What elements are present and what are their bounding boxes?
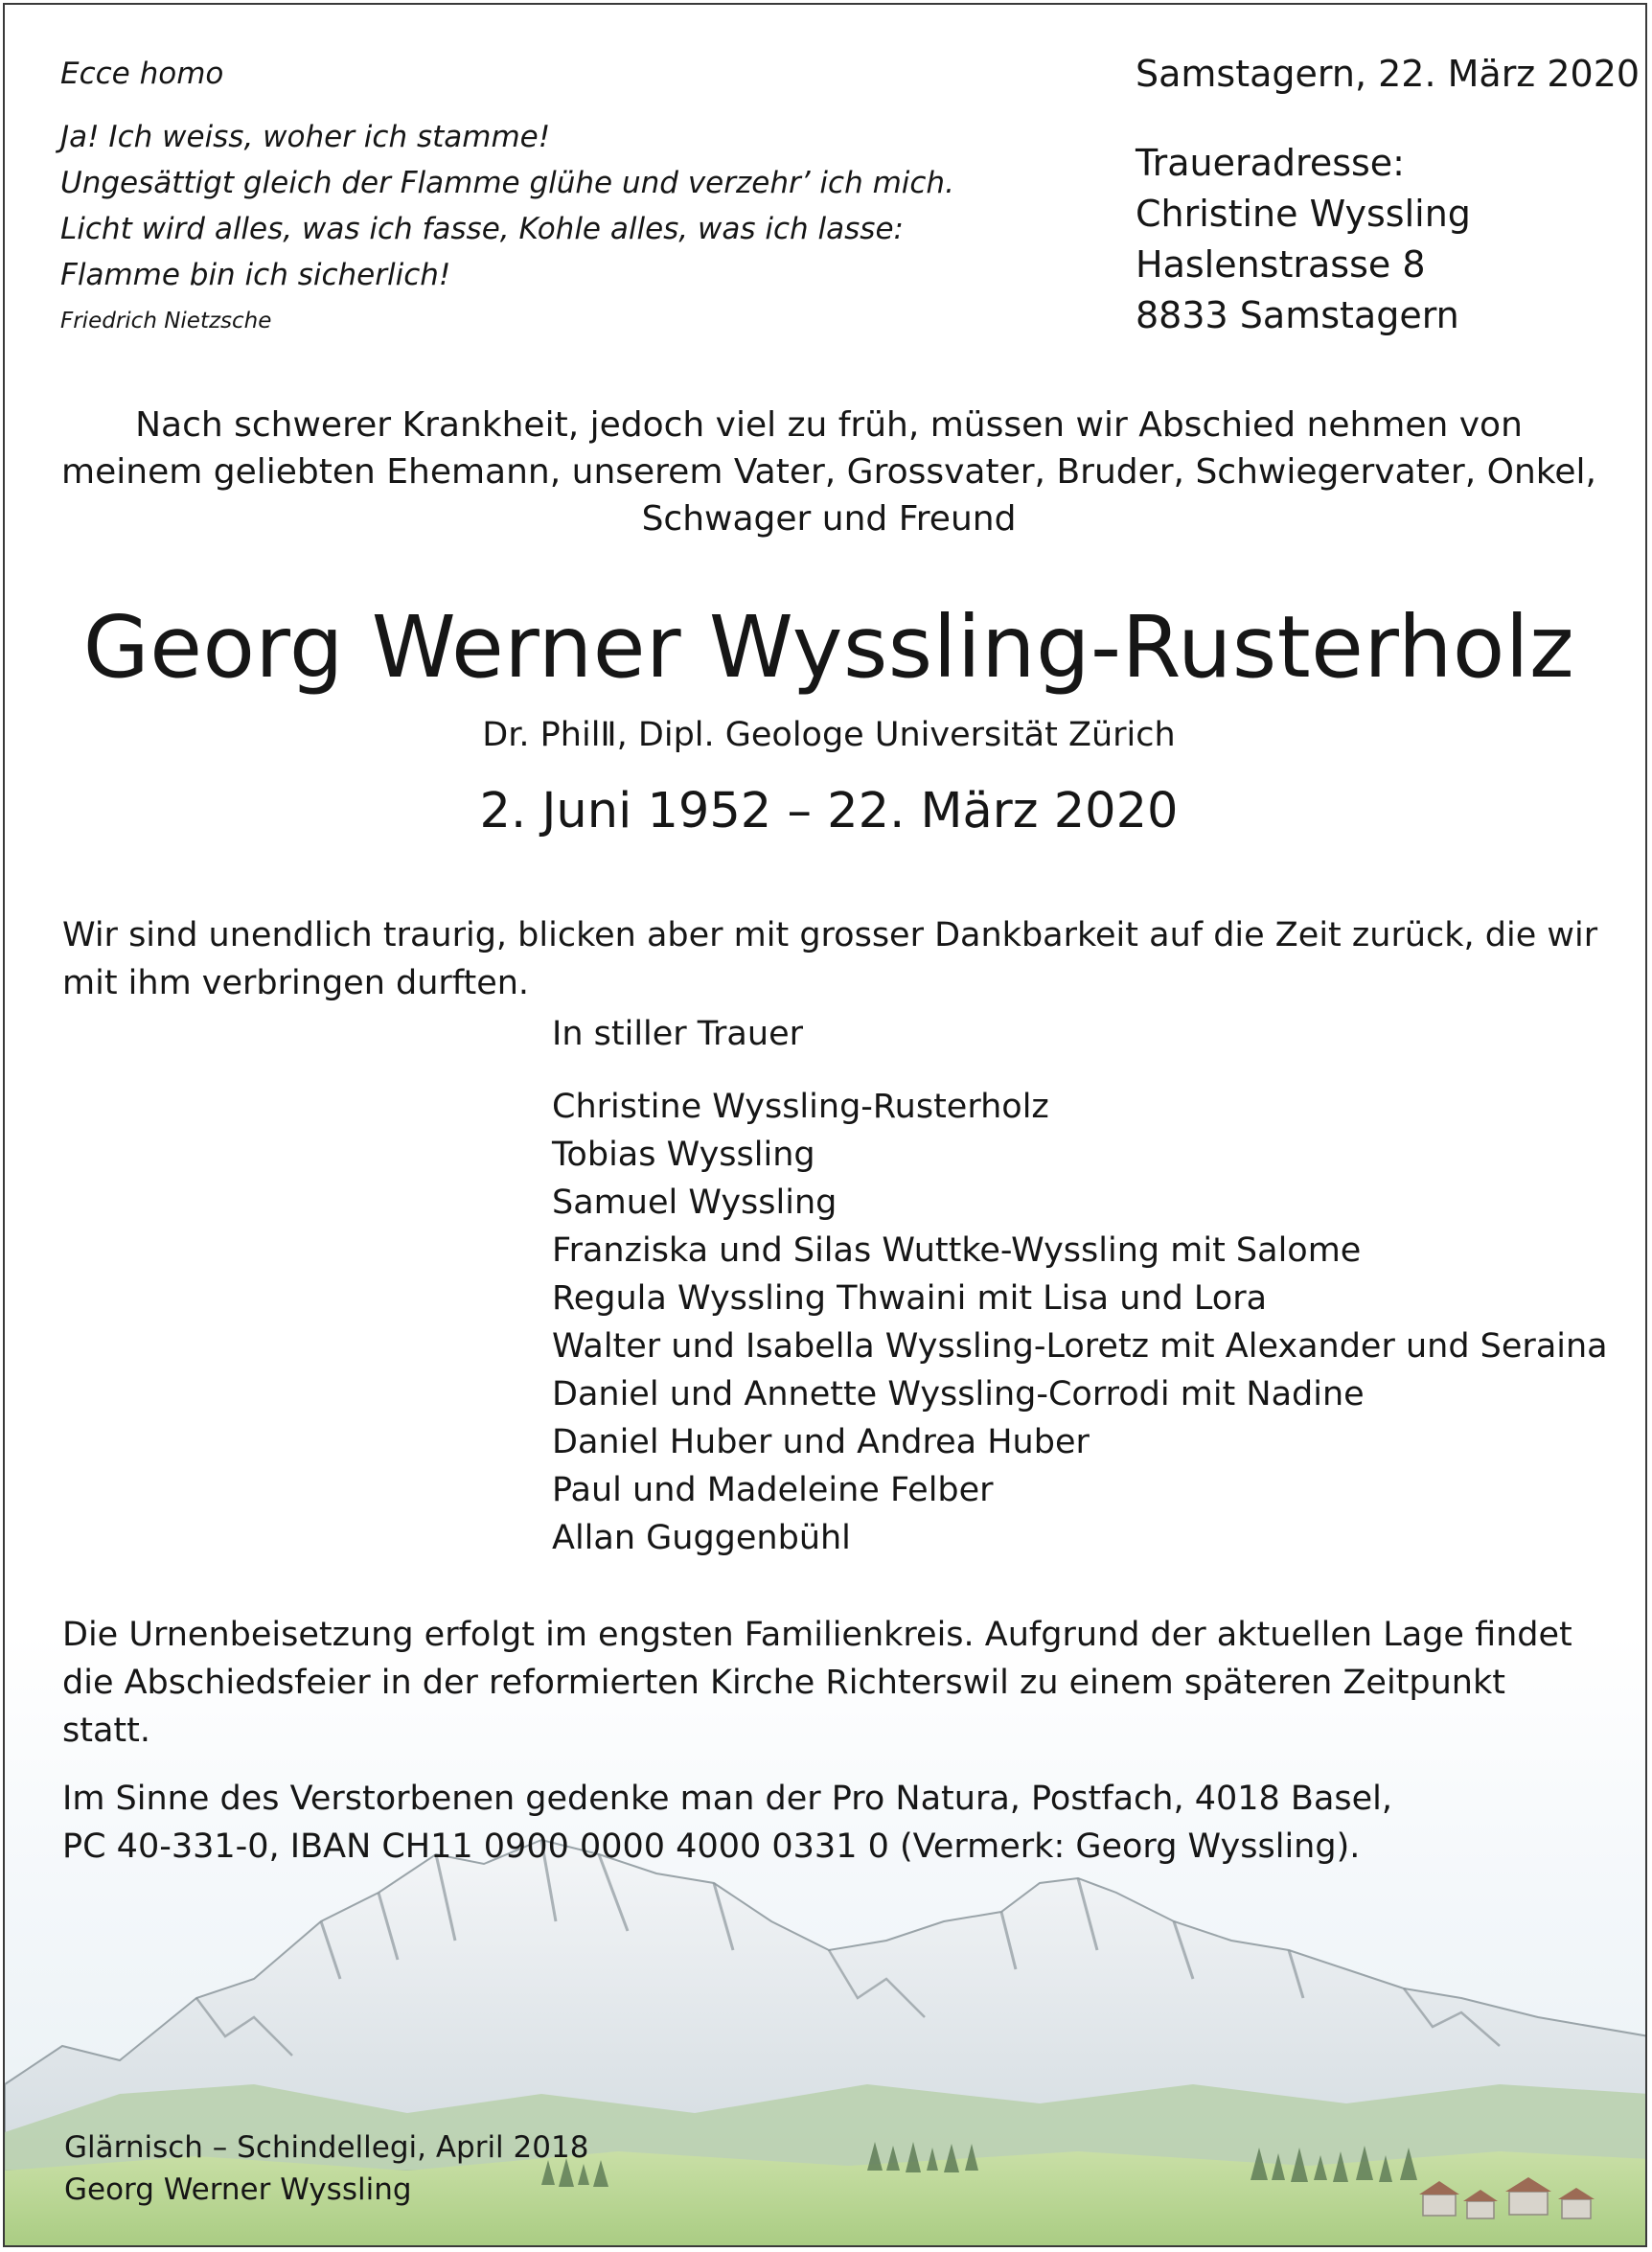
list-item: Samuel Wyssling [552, 1183, 837, 1222]
donation-paragraph [62, 1775, 1615, 1871]
poem-line: Ja! Ich weiss, woher ich stamme! [60, 120, 551, 154]
address-label: Traueradresse: [1136, 142, 1405, 184]
list-item: Daniel Huber und Andrea Huber [552, 1423, 1090, 1461]
address-line: Christine Wyssling [1136, 193, 1471, 235]
poem-line: Ungesättigt gleich der Flamme glühe und verzehr’ ich mich. [60, 166, 954, 200]
poem-author: Friedrich Nietzsche [60, 309, 272, 333]
paragraph-line: Im Sinne des Verstorbenen gedenke man der Pro Natura, Postfach, 4018 Basel, [62, 1780, 1393, 1818]
paragraph-line: Die Urnenbeisetzung erfolgt im engsten Familienkreis. Aufgrund der aktuellen Lage findet [62, 1616, 1572, 1654]
place-date: Samstagern, 22. März 2020 [1136, 53, 1641, 95]
paragraph-line: Wir sind unendlich traurig, blicken aber mit grosser Dankbarkeit auf die Zeit zurück, die wir [62, 916, 1598, 954]
list-item: Christine Wyssling-Rusterholz [552, 1088, 1049, 1126]
poem-line: Licht wird alles, was ich fasse, Kohle alles, was ich lasse: [60, 212, 904, 246]
list-item: Walter und Isabella Wyssling-Loretz mit Alexander und Seraina [552, 1327, 1608, 1366]
caption-line: Georg Werner Wyssling [64, 2172, 412, 2207]
deceased-name: Georg Werner Wyssling-Rusterholz [82, 597, 1575, 697]
gratitude-paragraph [62, 911, 1615, 1007]
poem-block [60, 51, 954, 338]
announcement-line: meinem geliebten Ehemann, unserem Vater, Grossvater, Bruder, Schwiegervater, Onkel, [61, 452, 1596, 492]
announcement-line: Schwager und Freund [641, 499, 1017, 539]
life-dates: 2. Juni 1952 – 22. März 2020 [479, 783, 1179, 839]
paragraph-line: die Abschiedsfeier in der reformierten Kirche Richterswil zu einem späteren Zeitpunkt [62, 1664, 1505, 1702]
paragraph-line: mit ihm verbringen durften. [62, 964, 530, 1002]
announcement-line: Nach schwerer Krankheit, jedoch viel zu früh, müssen wir Abschied nehmen von [135, 405, 1523, 445]
paragraph-line: PC 40-331-0, IBAN CH11 0900 0000 4000 0331 0 (Vermerk: Georg Wyssling). [62, 1827, 1361, 1866]
obituary-page [3, 3, 1647, 2247]
mourning-address-block [1136, 49, 1640, 341]
burial-paragraph [62, 1611, 1615, 1755]
poem-line: Flamme bin ich sicherlich! [60, 258, 451, 292]
address-line: Haslenstrasse 8 [1136, 243, 1426, 286]
mourners-heading: In stiller Trauer [552, 1015, 803, 1053]
painting-caption [64, 2126, 588, 2211]
list-item: Daniel und Annette Wyssling-Corrodi mit Nadine [552, 1375, 1365, 1413]
announcement-text [43, 402, 1615, 542]
list-item: Paul und Madeleine Felber [552, 1471, 994, 1509]
caption-line: Glärnisch – Schindellegi, April 2018 [64, 2130, 589, 2165]
list-item: Tobias Wyssling [552, 1136, 815, 1174]
deceased-title: Dr. PhilⅡ, Dipl. Geologe Universität Zürich [482, 716, 1176, 754]
list-item: Franziska und Silas Wuttke-Wyssling mit Salome [552, 1231, 1362, 1270]
poem-title: Ecce homo [60, 57, 224, 91]
list-item: Allan Guggenbühl [552, 1519, 851, 1557]
address-line: 8833 Samstagern [1136, 294, 1459, 336]
list-item: Regula Wyssling Thwaini mit Lisa und Lora [552, 1279, 1268, 1318]
paragraph-line: statt. [62, 1712, 150, 1750]
mourners-list [552, 1010, 1608, 1562]
